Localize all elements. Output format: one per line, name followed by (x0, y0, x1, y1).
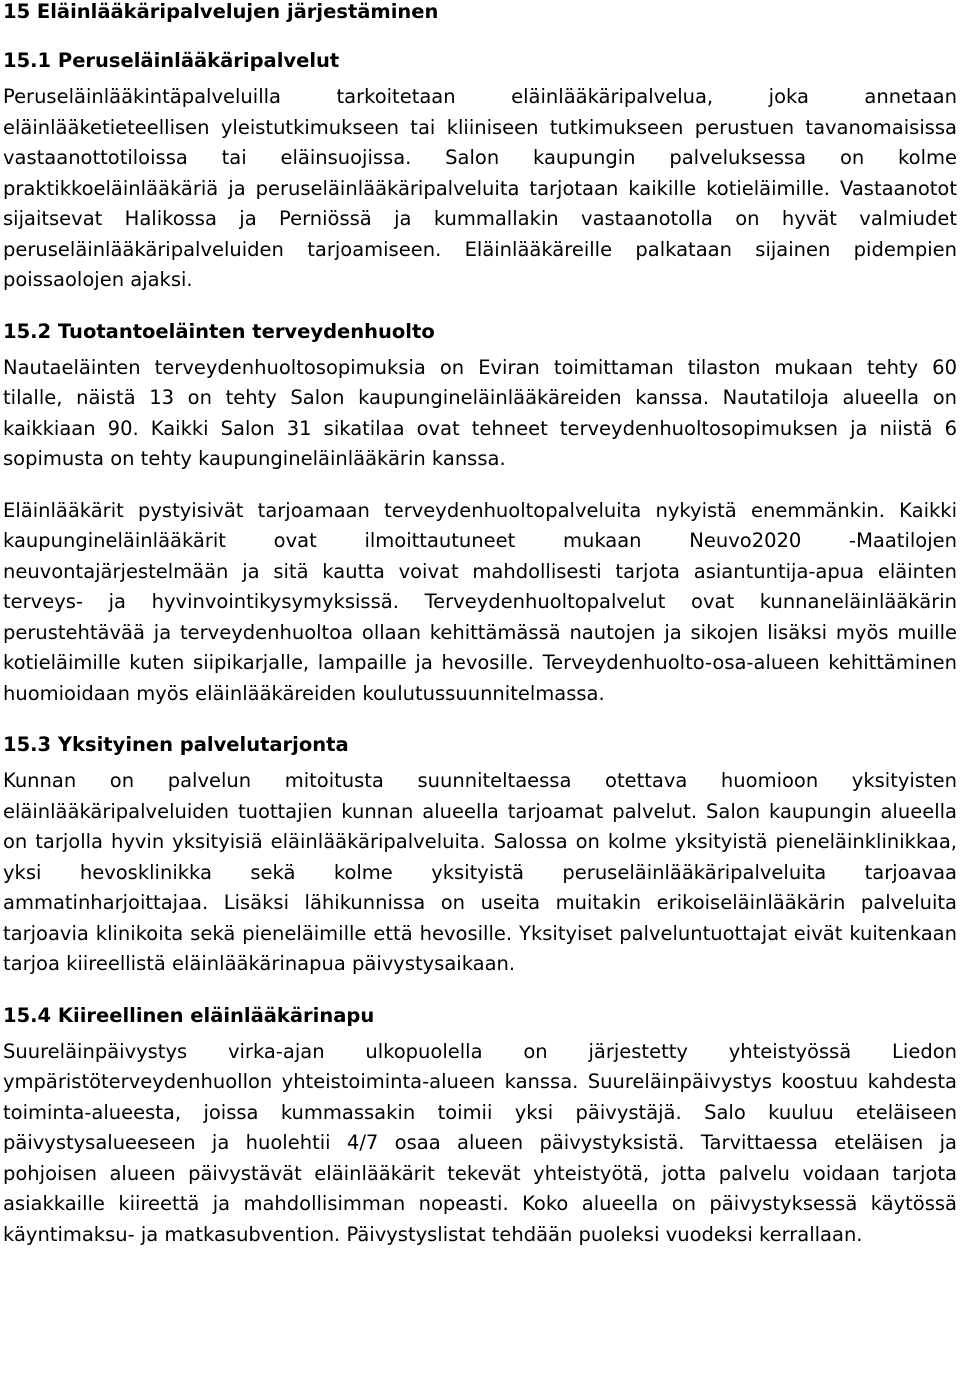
section-heading: 15.3 Yksityinen palvelutarjonta (3, 733, 349, 756)
document-title: 15 Eläinlääkäripalvelujen järjestäminen (3, 0, 439, 23)
paragraph: Kunnan on palvelun mitoitusta suunniteltaessa otettava huomioon yksityisten eläinlääkäripalveluiden tuottajien kunnan alueella tarjoamat palvelut. Salon kaupungin alueella on tarjolla hyvin yksityisiä eläinlääkäripalveluita. Salossa on kolme yksityistä pieneläinklinikkaa, yksi hevosklinikka sekä kolme yksityistä peruseläinlääkäripalveluita tarjoavaa ammatinharjoittajaa. Lisäksi lähikunnissa on useita muitakin erikoiseläinlääkärin palveluita tarjoavia klinikoita sekä pieneläimille että hevosille. Yksityiset palveluntuottajat eivät kuitenkaan tarjoa kiireellistä eläinlääkärinapua päivystysaikaan. (3, 769, 957, 975)
section-peruselainlaakaripalvelut (3, 49, 957, 296)
section-heading: 15.1 Peruseläinlääkäripalvelut (3, 49, 340, 72)
document-page (3, 0, 957, 1250)
paragraph: Suureläinpäivystys virka-ajan ulkopuolella on järjestetty yhteistyössä Liedon ympäristöterveydenhuollon yhteistoiminta-alueen kanssa. Suureläinpäivystys koostuu kahdesta toiminta-alueesta, joissa kummassakin toimii yksi päivystäjä. Salo kuuluu eteläiseen päivystysalueeseen ja huolehtii 4/7 osaa alueen päivystyksistä. Tarvittaessa eteläisen ja pohjoisen alueen päivystävät eläinlääkärit tekevät yhteistyötä, jotta palvelu voidaan tarjota asiakkaille kiireettä ja mahdollisimman nopeasti. Koko alueella on päivystyksessä käytössä käyntimaksu- ja matkasubvention. Päivystyslistat tehdään puoleksi vuodeksi kerrallaan. (3, 1039, 957, 1246)
section-tuotantoelainten-terveydenhuolto (3, 320, 957, 710)
section-heading: 15.2 Tuotantoeläinten terveydenhuolto (3, 319, 435, 343)
paragraph: Eläinlääkärit pystyisivät tarjoamaan terveydenhuoltopalveluita nykyistä enemmänkin. Kaikki kaupungineläinlääkärit ovat ilmoittautuneet mukaan Neuvo2020 -Maatilojen neuvontajärjestelmään ja sitä kautta voivat mahdollisesti tarjota asiantuntija-apua eläinten terveys- ja hyvinvointikysymyksissä. Terveydenhuoltopalvelut ovat kunnaneläinlääkärin perustehtävää ja terveydenhuoltoa ollaan kehittämässä nautojen ja sikojen lisäksi myös muille kotieläimille kuten siipikarjalle, lampaille ja hevosille. Terveydenhuolto-osa-alueen kehittäminen huomioidaan myös eläinlääkäreiden koulutussuunnitelmassa. (3, 498, 957, 705)
section-heading: 15.4 Kiireellinen eläinlääkärinapu (3, 1003, 375, 1027)
section-kiireellinen-elainlaakarinapu (3, 1004, 957, 1251)
paragraph: Peruseläinlääkintäpalveluilla tarkoitetaan eläinlääkäripalvelua, joka annetaan eläinlääketieteellisen yleistutkimukseen tai kliiniseen tutkimukseen perustuen tavanomaisissa vastaanottotiloissa tai eläinsuojissa. Salon kaupungin palveluksessa on kolme praktikkoeläinlääkäriä ja peruseläinlääkäripalveluita tarjotaan kaikille kotieläimille. Vastaanotot sijaitsevat Halikossa ja Perniössä ja kummallakin vastaanotolla on hyvät valmiudet peruseläinlääkäripalveluiden tarjoamiseen. Eläinlääkäreille palkataan sijainen pidempien poissaolojen ajaksi. (3, 85, 957, 291)
paragraph: Nautaeläinten terveydenhuoltosopimuksia on Eviran toimittaman tilaston mukaan tehty 60 tilalle, näistä 13 on tehty Salon kaupungineläinlääkäreiden kanssa. Nautatiloja alueella on kaikkiaan 90. Kaikki Salon 31 sikatilaa ovat tehneet terveydenhuoltosopimuksen ja niistä 6 sopimusta on tehty kaupungineläinlääkärin kanssa. (3, 355, 957, 470)
section-yksityinen-palvelutarjonta (3, 733, 957, 980)
